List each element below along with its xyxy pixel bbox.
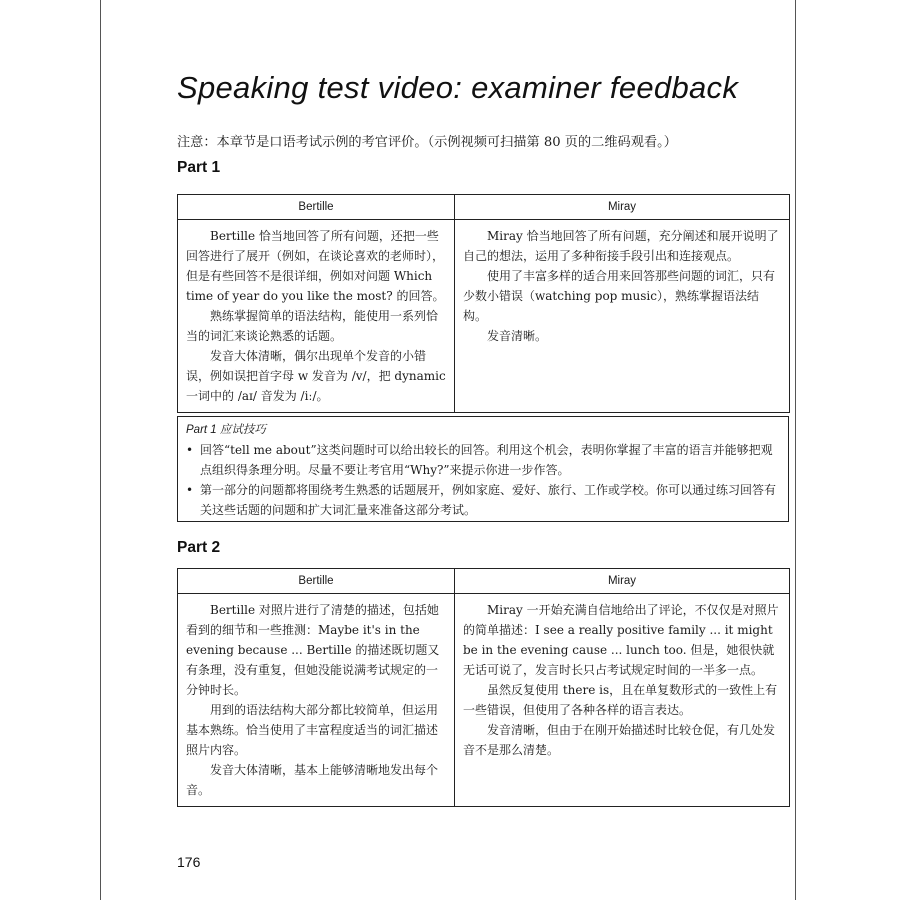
bullet-icon: •	[186, 483, 194, 497]
part1-feedback-table	[177, 194, 790, 413]
part2-bertille-para: 用到的语法结构大部分都比较简单，但运用基本熟练。恰当使用了丰富程度适当的词汇描述照片内容。	[186, 703, 439, 757]
chapter-note: 注意：本章节是口语考试示例的考官评价。（示例视频可扫描第 80 页的二维码观看。）	[177, 135, 677, 150]
tips-title: Part 1 应试技巧	[186, 424, 266, 436]
part1-col-miray: Miray	[455, 195, 790, 220]
part2-bertille-cell	[178, 594, 455, 807]
part2-miray-para: 发音清晰，但由于在刚开始描述时比较仓促，有几处发音不是那么清楚。	[463, 723, 776, 757]
part2-col-miray: Miray	[455, 569, 790, 594]
bullet-icon: •	[186, 443, 194, 457]
tips-item	[186, 440, 780, 480]
part2-col-bertille: Bertille	[178, 569, 455, 594]
part1-bertille-para: 发音大体清晰，偶尔出现单个发音的小错误，例如误把首字母 w 发音为 /v/，把 dynamic 一词中的 /aɪ/ 音发为 /iː/。	[186, 349, 446, 403]
part2-heading: Part 2	[177, 539, 221, 556]
tips-item-text: 第一部分的问题都将围绕考生熟悉的话题展开，例如家庭、爱好、旅行、工作或学校。你可以通过练习回答有关这些话题的问题和扩大词汇量来准备这部分考试。	[200, 483, 777, 517]
part1-bertille-cell	[178, 220, 455, 413]
page-number: 176	[177, 854, 201, 870]
part1-col-bertille: Bertille	[178, 195, 455, 220]
part2-miray-cell	[455, 594, 790, 807]
tips-item-text: 回答“tell me about”这类问题时可以给出较长的回答。利用这个机会，表明你掌握了丰富的语言并能够把观点组织得条理分明。尽量不要让考官用“Why?”来提示你进一步作答。	[200, 443, 773, 477]
part1-heading: Part 1	[177, 159, 221, 176]
part1-bertille-para: Bertille 恰当地回答了所有问题，还把一些回答进行了展开（例如，在谈论喜欢的老师时），但是有些回答不是很详细，例如对问题 Which time of year do you like the most? 的回答。	[186, 229, 445, 303]
part1-miray-cell	[455, 220, 790, 413]
part1-bertille-para: 熟练掌握简单的语法结构，能使用一系列恰当的词汇来谈论熟悉的话题。	[186, 309, 439, 343]
part2-feedback-table	[177, 568, 790, 807]
part2-miray-para: Miray 一开始充满自信地给出了评论，不仅仅是对照片的简单描述：I see a really positive family ... it might be in the evening cause ... lunch too. 但是，她很快就无话可说了，发言时长只占考试规定时间的一半多一点。	[463, 603, 779, 677]
tips-item	[186, 480, 780, 520]
part1-tips-box	[177, 416, 789, 522]
part2-miray-para: 虽然反复使用 there is，且在单复数形式的一致性上有一些错误，但使用了各种各样的语言表达。	[463, 683, 778, 717]
part1-miray-para: Miray 恰当地回答了所有问题，充分阐述和展开说明了自己的想法，运用了多种衔接手段引出和连接观点。	[463, 229, 779, 263]
part2-bertille-para: 发音大体清晰，基本上能够清晰地发出每个音。	[186, 763, 439, 797]
part1-miray-para: 使用了丰富多样的适合用来回答那些问题的词汇，只有少数小错误（watching pop music），熟练掌握语法结构。	[463, 269, 776, 323]
part1-miray-para: 发音清晰。	[487, 329, 548, 343]
page-title: Speaking test video: examiner feedback	[177, 70, 739, 105]
tips-list	[186, 440, 780, 520]
part2-bertille-para: Bertille 对照片进行了清楚的描述，包括她看到的细节和一些推测：Maybe it's in the evening because ... Bertille 的描述既切题又有条理，没有重复，但她没能说满考试规定的一分钟时长。	[186, 603, 440, 697]
